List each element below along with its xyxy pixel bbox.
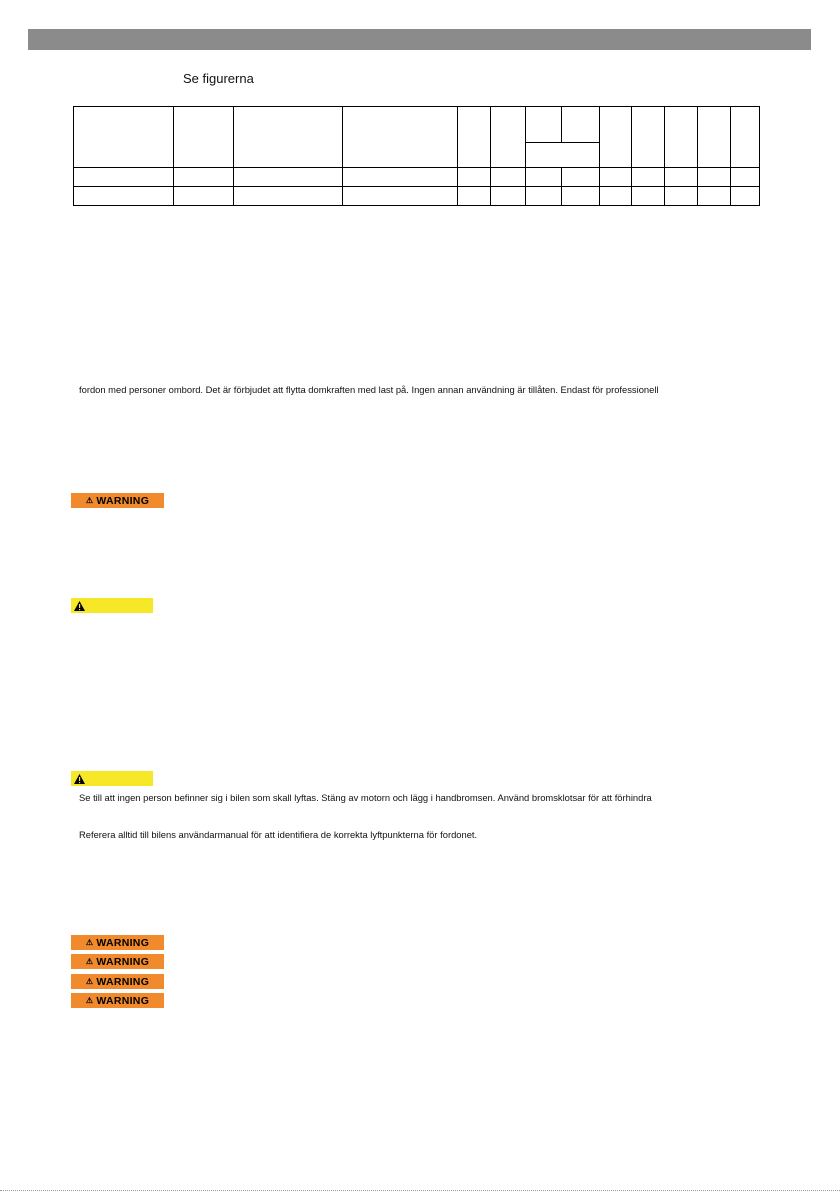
warning-triangle-icon [74,601,85,611]
warning-badge: ⚠ WARNING [71,954,164,969]
table-row [74,168,760,187]
table-header-row [74,107,760,143]
warning-icon: ⚠ [85,957,94,966]
usage-paragraph: fordon med personer ombord. Det är förbjudet att flytta domkraften med last på. Ingen annan användning är tillåten. Endast för professionell [79,384,659,395]
page-divider [0,1190,840,1191]
warning-triangle-icon [74,774,85,784]
instruction-text: Se till att ingen person befinner sig i bilen som skall lyftas. Stäng av motorn och lägg i handbromsen. Använd bromsklotsar för att förhindra [79,792,652,803]
figure-caption: Se figurerna [183,71,254,86]
warning-badge: ⚠ WARNING [71,493,164,508]
instruction-text: Referera alltid till bilens användarmanual för att identifiera de korrekta lyftpunkterna för fordonet. [79,829,478,840]
spec-table [73,106,760,206]
caution-badge [71,771,153,786]
table-row [74,187,760,206]
warning-icon: ⚠ [85,496,94,505]
warning-badge: ⚠ WARNING [71,974,164,989]
warning-badge: ⚠ WARNING [71,993,164,1008]
caution-badge [71,598,153,613]
warning-icon: ⚠ [85,996,94,1005]
warning-icon: ⚠ [85,938,94,947]
warning-badge: ⚠ WARNING [71,935,164,950]
header-bar [28,29,811,50]
warning-icon: ⚠ [85,977,94,986]
